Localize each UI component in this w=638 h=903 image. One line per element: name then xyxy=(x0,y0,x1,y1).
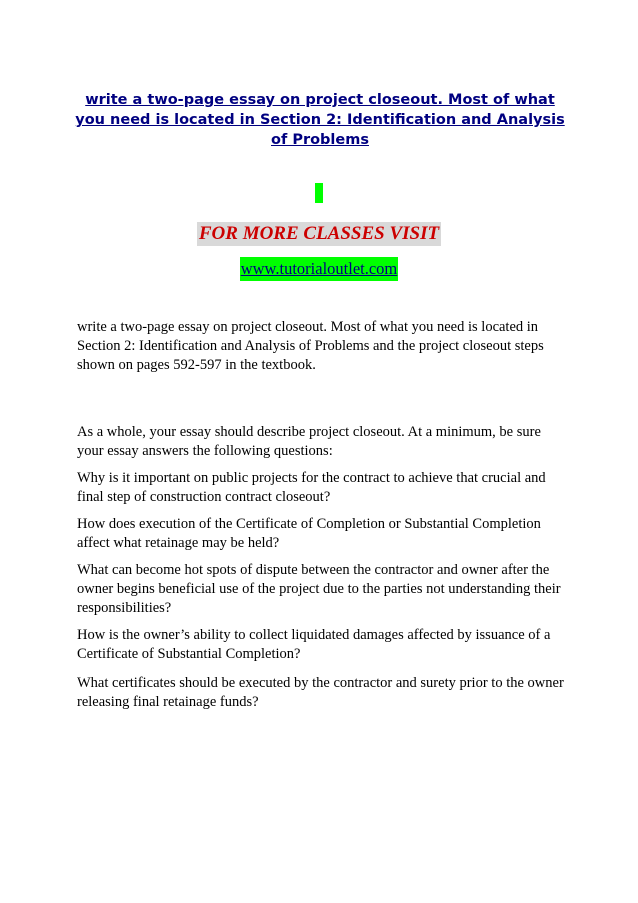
document-title-text: write a two-page essay on project closeout. Most of what you need is located in Section 2: Identification and Analysis of Problems xyxy=(75,92,565,148)
question-5 xyxy=(77,674,565,712)
paragraph-text: As a whole, your essay should describe project closeout. At a minimum, be sure your essay answers the following questions: xyxy=(77,424,541,459)
question-3 xyxy=(77,561,565,618)
visit-banner-text: FOR MORE CLASSES VISIT xyxy=(198,223,440,244)
visit-banner xyxy=(0,222,638,246)
question-4 xyxy=(77,626,565,664)
question-text: What can become hot spots of dispute between the contractor and owner after the owner begins beneficial use of the project due to the parties not understanding their responsibilities? xyxy=(77,562,561,616)
paragraph-text: write a two-page essay on project closeout. Most of what you need is located in Section 2: Identification and Analysis of Problems and the project closeout steps shown on pages 592-597 in the textbook. xyxy=(77,319,544,373)
question-text: How is the owner’s ability to collect liquidated damages affected by issuance of a Certificate of Substantial Completion? xyxy=(77,627,551,662)
question-text: How does execution of the Certificate of Completion or Substantial Completion affect what retainage may be held? xyxy=(77,516,541,551)
website-link[interactable]: www.tutorialoutlet.com xyxy=(240,257,399,281)
document-title xyxy=(70,90,570,150)
body-paragraph-overview xyxy=(77,423,565,461)
question-1 xyxy=(77,469,565,507)
body-paragraph-intro xyxy=(77,318,565,375)
question-2 xyxy=(77,515,565,553)
question-text: Why is it important on public projects for the contract to achieve that crucial and final step of construction contract closeout? xyxy=(77,470,546,505)
question-text: What certificates should be executed by the contractor and surety prior to the owner releasing final retainage funds? xyxy=(77,675,564,710)
website-link-row xyxy=(0,257,638,281)
green-highlight-mark xyxy=(315,183,323,203)
